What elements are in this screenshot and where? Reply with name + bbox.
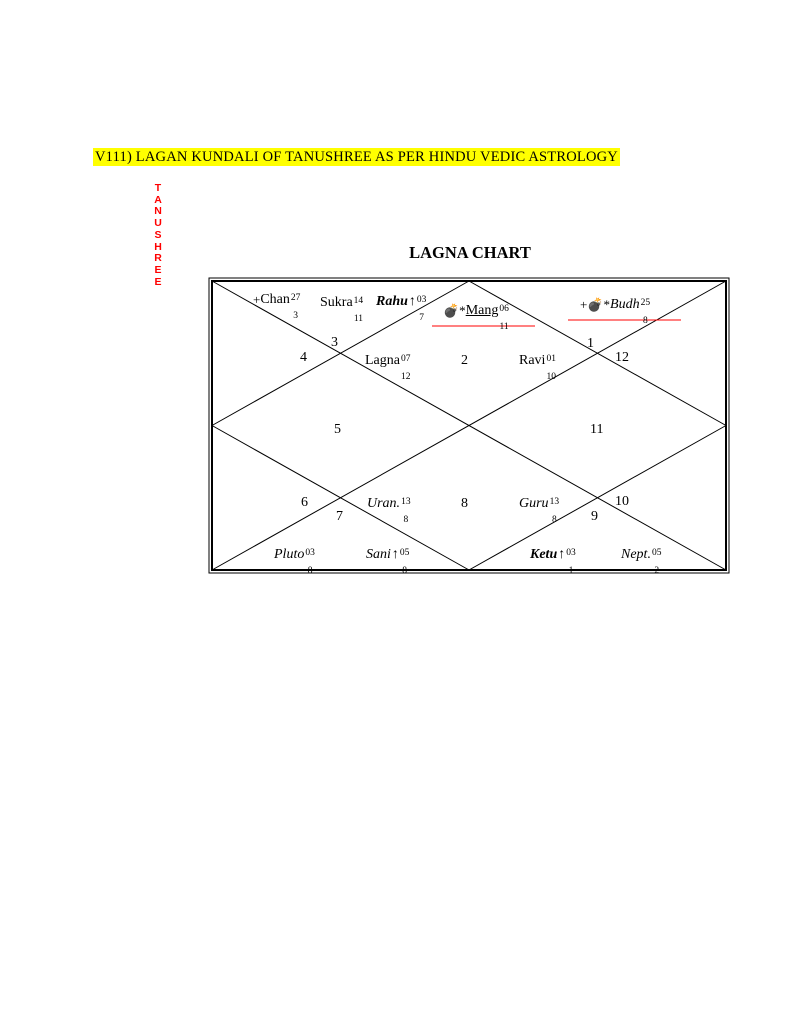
planet-name: Ketu <box>530 547 558 562</box>
house-number: 3 <box>331 335 338 350</box>
planet-chan <box>253 293 300 321</box>
planet-house: 8 <box>642 316 648 326</box>
planet-sukra <box>320 296 363 324</box>
planet-name: Lagna <box>365 353 400 368</box>
vertical-letter: U <box>154 217 162 230</box>
planet-name: Rahu <box>376 294 408 309</box>
planet-lagna <box>365 354 410 382</box>
planet-house: 8 <box>307 566 313 576</box>
planet-ketu <box>530 548 576 576</box>
planet-degree: 14 <box>353 296 364 306</box>
planet-name: Mang <box>465 303 499 318</box>
planet-degree: 13 <box>401 497 411 507</box>
house-number: 6 <box>301 495 308 510</box>
planet-house: 12 <box>400 372 411 382</box>
planet-name: Pluto <box>274 547 305 562</box>
planet-degree: 05 <box>651 548 662 558</box>
house-number: 2 <box>461 353 468 368</box>
vertical-letter: H <box>154 240 162 253</box>
house-number: 7 <box>336 509 343 524</box>
house-number: 5 <box>334 422 341 437</box>
vertical-letter: N <box>154 205 162 218</box>
vertical-letter: E <box>154 263 162 276</box>
planet-uran <box>367 497 411 525</box>
planet-ravi <box>519 354 556 382</box>
bomb-icon: +💣* <box>580 297 611 312</box>
planet-degree: 03 <box>566 548 576 558</box>
planet-degree: 07 <box>400 354 411 364</box>
planet-house: 11 <box>353 314 363 324</box>
planet-prefix: + <box>253 292 261 307</box>
planet-name: Nept. <box>621 547 651 562</box>
planet-name: Guru <box>519 496 549 511</box>
planet-degree: 06 <box>499 304 509 314</box>
planet-name: Sukra <box>320 295 353 310</box>
planet-degree: 27 <box>290 293 301 303</box>
house-number: 8 <box>461 496 468 511</box>
planet-degree: 03 <box>416 295 427 305</box>
planet-house: 3 <box>293 311 299 321</box>
planet-degree: 03 <box>305 548 315 558</box>
house-number: 11 <box>590 422 604 437</box>
document-heading: V111) LAGAN KUNDALI OF TANUSHREE AS PER HINDU VEDIC ASTROLOGY <box>95 149 618 165</box>
vertical-letter: A <box>154 193 162 206</box>
vertical-letter: T <box>154 182 162 194</box>
planet-name: Ravi <box>519 353 546 368</box>
vertical-letter: R <box>154 252 162 265</box>
house-number: 10 <box>615 494 629 509</box>
house-number: 4 <box>300 350 307 365</box>
retrograde-arrow-icon: ↑ <box>408 294 416 309</box>
planet-pluto <box>274 548 315 576</box>
planet-name: Chan <box>260 292 290 307</box>
planet-budh <box>580 298 650 326</box>
planet-nept <box>621 548 661 576</box>
planet-degree: 05 <box>399 548 410 558</box>
house-number: 9 <box>591 509 598 524</box>
house-number: 12 <box>615 350 629 365</box>
retrograde-arrow-icon: ↑ <box>391 547 399 562</box>
planet-name: Budh <box>610 297 640 312</box>
retrograde-arrow-icon: ↑ <box>558 547 566 562</box>
planet-house: 1 <box>568 566 574 576</box>
house-number: 1 <box>587 336 594 351</box>
vertical-letter: S <box>154 228 162 241</box>
vertical-letter: E <box>154 275 162 288</box>
planet-house: 10 <box>546 372 556 382</box>
planet-guru <box>519 497 559 525</box>
planet-house: 2 <box>654 566 660 576</box>
planet-name: Uran. <box>367 496 401 511</box>
planet-house: 11 <box>499 322 509 332</box>
bomb-icon: 💣* <box>443 303 466 318</box>
planet-degree: 01 <box>546 354 556 364</box>
planet-house: 8 <box>403 515 409 525</box>
planet-sani <box>366 548 409 576</box>
planet-house: 8 <box>402 566 408 576</box>
planet-rahu <box>376 295 426 323</box>
planet-mang <box>443 304 509 332</box>
planet-name: Sani <box>366 547 391 562</box>
planet-house: 8 <box>551 515 557 525</box>
planet-house: 7 <box>419 313 425 323</box>
planet-degree: 25 <box>640 298 651 308</box>
chart-title: LAGNA CHART <box>409 243 531 262</box>
planet-degree: 13 <box>549 497 560 507</box>
